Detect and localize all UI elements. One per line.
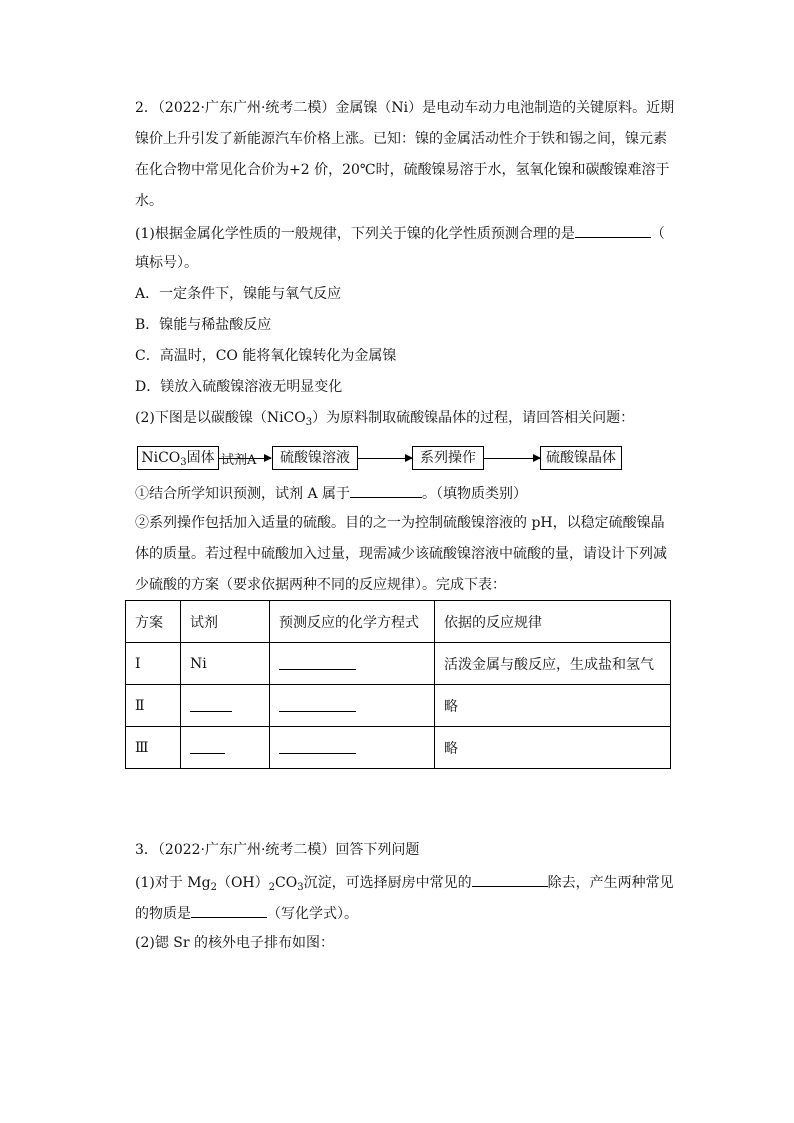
q2-stem-line-4: 水。 <box>135 193 163 209</box>
q2-stem-line-2: 镍价上升引发了新能源汽车价格上涨。已知：镍的金属活动性介于铁和锡之间，镍元素 <box>135 131 667 147</box>
q2-part2-text-a: (2)下图是以碳酸镍（NiCO <box>135 410 306 426</box>
flow-arrow-2 <box>358 458 412 459</box>
equation-answer-blank[interactable] <box>279 737 356 754</box>
q2-part1-answer-blank[interactable] <box>575 222 651 238</box>
q2-stem-line-3: 在化合物中常见化合价为+2 价，20℃时，硫酸镍易溶于水，氢氧化镍和碳酸镍难溶于 <box>135 162 670 178</box>
flow-box1-text-a: NiCO <box>141 450 181 466</box>
q2-sub2-line-1: ②系列操作包括加入适量的硫酸。目的之一为控制硫酸镍溶液的 pH，以稳定硫酸镍晶 <box>135 515 665 531</box>
table-cell-equation <box>270 685 435 727</box>
flow-arrow-1 <box>219 453 271 468</box>
q3-part1-line-2 <box>135 902 358 924</box>
q3-part1-text-e: 除去，产生两种常见 <box>547 875 674 891</box>
flow-reagent-a-label: 试剂A <box>221 453 257 468</box>
q3-part1-sub3: 3 <box>297 882 304 893</box>
table-row <box>126 643 671 685</box>
equation-answer-blank[interactable] <box>279 695 356 712</box>
q2-part1-line-2: 填标号）。 <box>135 255 198 271</box>
q2-part1-text: (1)根据金属化学性质的一般规律，下列关于镍的化学性质预测合理的是 <box>135 226 575 242</box>
q3-part1-text-a: (1)对于 Mg <box>135 875 211 891</box>
q2-option-a: A．一定条件下，镍能与氧气反应 <box>135 286 342 302</box>
q2-option-d: D．镁放入硫酸镍溶液无明显变化 <box>135 379 343 395</box>
reagent-answer-blank[interactable] <box>190 737 225 754</box>
q3-part2: (2)锶 Sr 的核外电子排布如图： <box>135 935 335 951</box>
q3-part1-line2-text-a: 的物质是 <box>135 906 191 922</box>
table-header-reagent: 试剂 <box>181 601 270 643</box>
q2-part1-tail: （ <box>650 226 665 242</box>
table-cell-plan: Ⅱ <box>126 685 181 727</box>
table-cell-plan: Ⅰ <box>126 643 181 685</box>
table-cell-rule: 略 <box>435 685 671 727</box>
q2-part2-intro <box>135 408 634 428</box>
flow-box-nickel-sulfate-solution: 硫酸镍溶液 <box>272 446 358 470</box>
table-cell-reagent <box>181 685 270 727</box>
q2-stem-line-1: 2．（2022·广东广州·统考二模）金属镍（Ni）是电动车动力电池制造的关键原料。近期 <box>135 100 675 116</box>
table-cell-rule: 活泼金属与酸反应，生成盐和氢气 <box>435 643 671 685</box>
q2-sub1-text-a: ①结合所学知识预测，试剂 A 属于 <box>135 486 351 502</box>
flow-box1-sub: 3 <box>180 457 187 468</box>
table-cell-reagent <box>181 727 270 769</box>
table-header-plan: 方案 <box>126 601 181 643</box>
q3-part1-text-d: 沉淀，可选择厨房中常见的 <box>303 875 472 891</box>
flow-box1-text-b: 固体 <box>186 450 215 466</box>
q2-sub1-line <box>135 482 527 504</box>
table-header-row <box>126 601 671 643</box>
q3-part1-answer-blank-1[interactable] <box>472 871 548 887</box>
flow-box-nickel-carbonate <box>137 446 219 470</box>
q2-option-b: B．镍能与稀盐酸反应 <box>135 317 272 333</box>
process-flow-diagram <box>135 446 635 472</box>
q3-part1-text-c: CO <box>275 875 298 891</box>
table-cell-rule: 略 <box>435 727 671 769</box>
table-row <box>126 685 671 727</box>
q2-part1-line <box>135 222 665 244</box>
q3-part1-sub2: 2 <box>268 882 276 893</box>
q2-part2-sub: 3 <box>305 417 313 428</box>
equation-answer-blank[interactable] <box>279 653 356 670</box>
q2-sub2-line-3: 少硫酸的方案（要求依据两种不同的反应规律）。完成下表： <box>135 577 506 593</box>
q2-option-c: C．高温时，CO 能将氧化镍转化为金属镍 <box>135 348 397 364</box>
reagent-answer-blank[interactable] <box>190 695 232 712</box>
q3-stem: 3．（2022·广东广州·统考二模）回答下列问题 <box>135 842 420 858</box>
q3-part1-sub1: 2 <box>210 882 217 893</box>
table-row <box>126 727 671 769</box>
q2-sub1-answer-blank[interactable] <box>350 482 422 498</box>
table-cell-plan: Ⅲ <box>126 727 181 769</box>
flow-box-series-operation: 系列操作 <box>412 446 484 470</box>
q3-part1-line <box>135 871 674 893</box>
table-header-rule: 依据的反应规律 <box>435 601 671 643</box>
flow-arrow-3 <box>484 458 540 459</box>
q3-part1-text-b: （OH） <box>216 875 269 891</box>
table-cell-equation <box>270 727 435 769</box>
q3-part1-answer-blank-2[interactable] <box>191 902 267 918</box>
table-header-equation: 预测反应的化学方程式 <box>270 601 435 643</box>
scheme-table <box>125 600 671 769</box>
q2-sub2-line-2: 体的质量。若过程中硫酸加入过量，现需减少该硫酸镍溶液中硫酸的量，请设计下列减 <box>135 546 667 562</box>
q2-sub1-text-b: 。（填物质类别） <box>422 486 528 502</box>
q2-part2-text-b: ）为原料制取硫酸镍晶体的过程，请回答相关问题： <box>312 410 635 426</box>
q3-part1-line2-text-b: （写化学式）。 <box>267 906 358 922</box>
table-cell-equation <box>270 643 435 685</box>
flow-box-nickel-sulfate-crystal: 硫酸镍晶体 <box>540 446 622 470</box>
table-cell-reagent: Ni <box>181 643 270 685</box>
